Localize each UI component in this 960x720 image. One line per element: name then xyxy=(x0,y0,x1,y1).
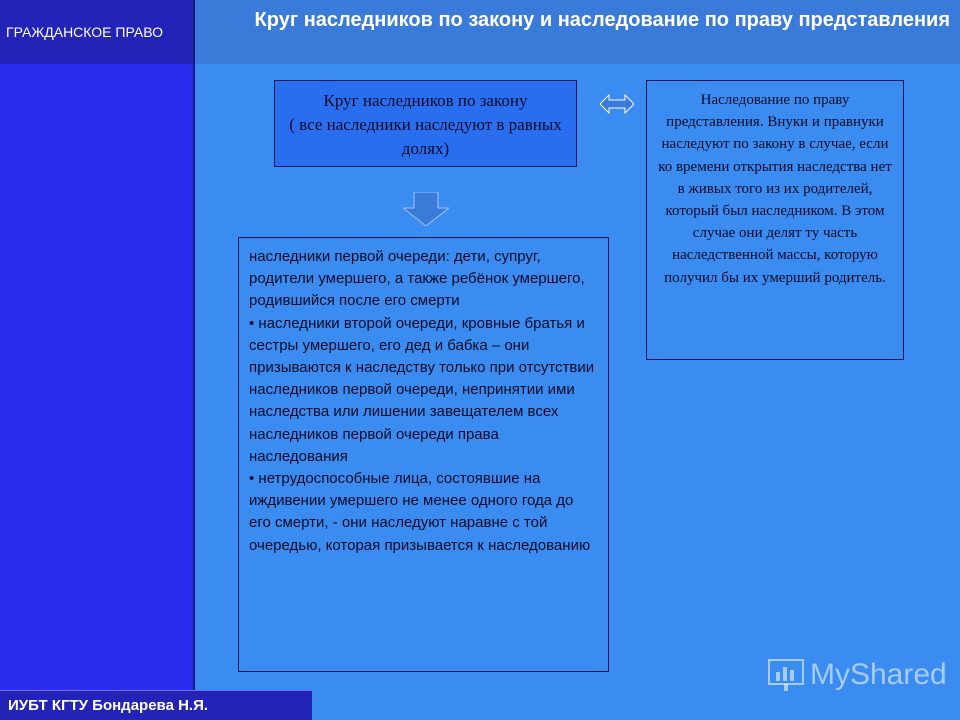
sidebar-title: ГРАЖДАНСКОЕ ПРАВО xyxy=(0,0,193,64)
presentation-chart-icon xyxy=(768,658,804,692)
header-band xyxy=(195,0,960,64)
slide-title: Круг наследников по закону и наследование по праву представления xyxy=(254,9,950,31)
sidebar xyxy=(0,0,193,720)
sidebar-divider xyxy=(193,0,195,720)
representation-text: Наследование по праву представления. Внуки и правнуки наследуют по закону в случае, если ко времени открытия наследства нет в живых того из их родителей, который был наследником. В этом случае они делят ту часть наследственной массы, которую получил бы их умерший родитель. xyxy=(658,92,892,286)
double-arrow-icon xyxy=(600,94,634,114)
down-arrow-icon xyxy=(403,192,449,226)
heirs-dependents: • нетрудоспособные лица, состоявшие на иждивении умершего не менее одного года до его смерти, - они наследуют наравне с той очередью, которая призывается к наследованию xyxy=(249,470,591,554)
watermark xyxy=(768,655,948,695)
watermark-text: MyShared xyxy=(810,658,947,691)
heirs-first-order: наследники первой очереди: дети, супруг, родители умершего, а также ребёнок умершего, родившийся после его смерти xyxy=(249,248,585,310)
law-box-title: Круг наследников по закону xyxy=(323,91,528,110)
heirs-order-box xyxy=(238,237,609,672)
footer-author: ИУБТ КГТУ Бондарева Н.Я. xyxy=(0,690,312,720)
law-box-subtitle: ( все наследники наследуют в равных долях) xyxy=(289,115,562,158)
heirs-second-order: • наследники второй очереди, кровные братья и сестры умершего, его дед и бабка – они призываются к наследству только при отсутствии наследников первой очереди, непринятии ими наследства или лишении завещателем всех наследников первой очереди права наследования xyxy=(249,314,595,465)
representation-box xyxy=(646,80,904,360)
law-heirs-box xyxy=(274,80,577,167)
